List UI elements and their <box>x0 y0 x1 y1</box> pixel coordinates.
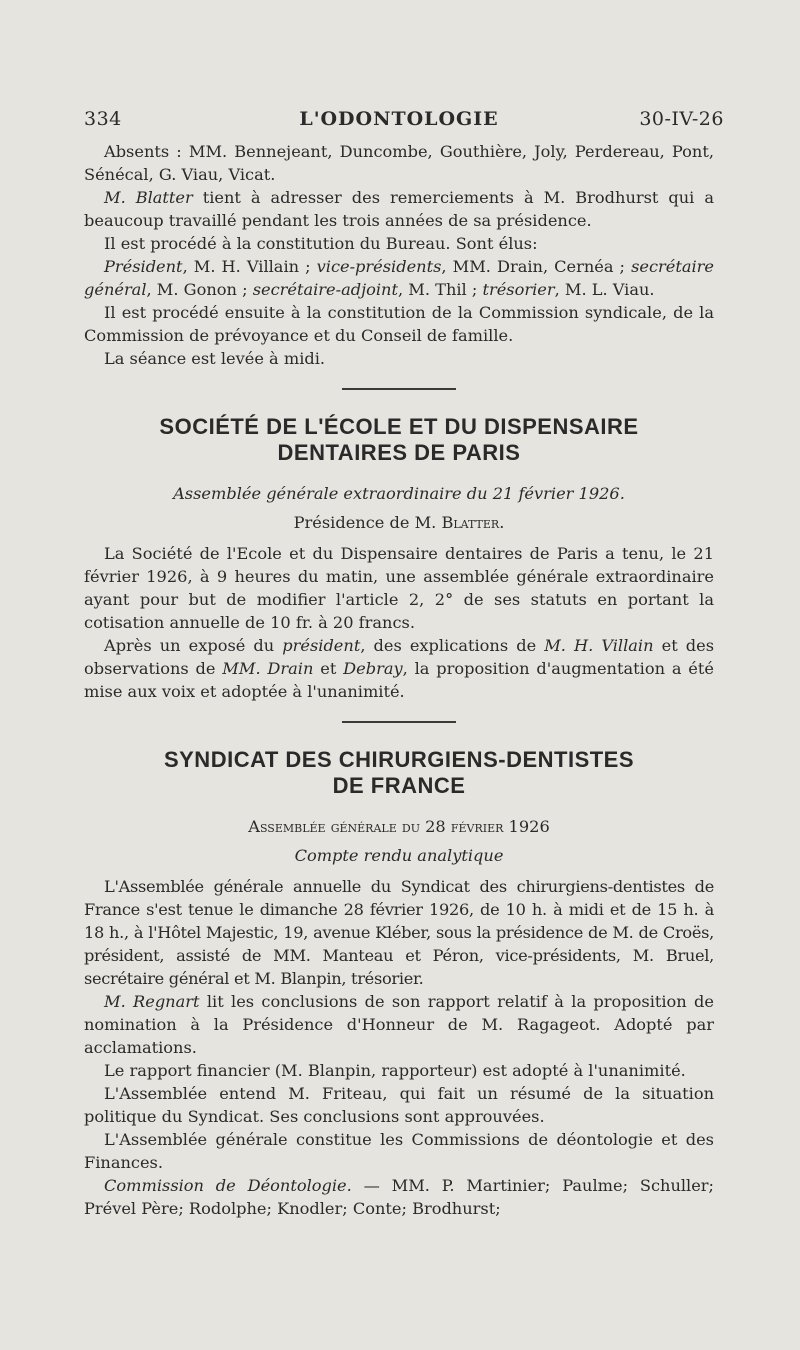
president-name: , M. H. Villain ; <box>182 257 317 276</box>
presidence-name: Blatter <box>441 513 500 532</box>
para2-villain: M. H. Villain <box>544 636 654 655</box>
para2-text-d: et <box>313 659 344 678</box>
section2-title-line2: DE FRANCE <box>332 773 466 798</box>
section2-paragraph5: L'Assemblée générale constitue les Commissions de déontologie et des Finances. <box>84 1130 714 1172</box>
president-label: Président <box>104 257 183 276</box>
para2-drain: MM. Drain <box>222 659 314 678</box>
section1-subtitle <box>84 482 714 505</box>
running-header <box>84 108 724 140</box>
blatter-name: M. Blatter <box>104 188 193 207</box>
page-number: 334 <box>84 108 122 130</box>
vp-names: , MM. Drain, Cernéa ; <box>441 257 632 276</box>
section1-title-line2: DENTAIRES DE PARIS <box>277 440 521 465</box>
sa-label: secrétaire-adjoint <box>252 280 398 299</box>
section2-paragraph1: L'Assemblée générale annuelle du Syndicat des chirurgiens-dentistes de France s'est tenue le dimanche 28 février 1926, de 10 h. à midi et de 15 h. à 18 h., à l'Hôtel Majestic, 19, avenue Kléber, sous la présidence de M. de Croës, président, assisté de MM. Manteau et Péron, vice-présidents, M. Bruel, secrétaire général et M. Blanpin, trésorier. <box>84 877 714 988</box>
section2-paragraph6 <box>84 1174 714 1220</box>
section1-subtitle-text: Assemblée générale extraordinaire du 21 février 1926. <box>173 484 625 503</box>
section1-paragraph2 <box>84 634 714 703</box>
regnart-text: lit les conclusions de son rapport relatif à la proposition de nomination à la Présidence d'Honneur de M. Ragageot. Adopté par acclamations. <box>84 992 714 1057</box>
para2-debray: Debray <box>343 659 403 678</box>
section2-subtitle <box>84 815 714 838</box>
sg-label: secrétaire général <box>84 257 714 299</box>
section2-paragraph4: L'Assemblée entend M. Friteau, qui fait un résumé de la situation politique du Syndicat. Ses conclusions sont approuvées. <box>84 1084 714 1126</box>
closing-paragraph: La séance est levée à midi. <box>104 349 326 368</box>
blatter-text: tient à adresser des remerciements à M. Brodhurst qui a beaucoup travaillé pendant les trois années de sa présidence. <box>84 188 714 230</box>
para2-text-e: , la proposition d'augmentation a été mise aux voix et adoptée à l'unanimité. <box>84 659 714 701</box>
section2-paragraph3: Le rapport financier (M. Blanpin, rapporteur) est adopté à l'unanimité. <box>104 1061 686 1080</box>
para2-text-b: , des explications de <box>360 636 545 655</box>
section-divider <box>342 388 456 390</box>
tr-name: , M. L. Viau. <box>554 280 655 299</box>
blatter-paragraph <box>84 186 714 232</box>
presidence-prefix: Présidence de M. <box>293 513 442 532</box>
commission-paragraph: Il est procédé ensuite à la constitution de la Commission syndicale, de la Commission de prévoyance et du Conseil de famille. <box>84 303 714 345</box>
section1-title-line1: SOCIÉTÉ DE L'ÉCOLE ET DU DISPENSAIRE <box>159 414 639 439</box>
absents-paragraph: Absents : MM. Bennejeant, Duncombe, Gouthière, Joly, Perdereau, Pont, Sénécal, G. Viau, Vicat. <box>84 142 714 184</box>
presidence-suffix: . <box>499 513 505 532</box>
commission-deontologie-label: Commission de Déontologie. <box>104 1176 352 1195</box>
regnart-name: M. Regnart <box>104 992 200 1011</box>
sg-name: , M. Gonon ; <box>146 280 253 299</box>
section-divider <box>342 721 456 723</box>
elected-paragraph <box>84 255 714 301</box>
section2-title-line1: SYNDICAT DES CHIRURGIENS-DENTISTES <box>163 747 635 772</box>
issue-date: 30-IV-26 <box>639 108 724 130</box>
compte-rendu-text: Compte rendu analytique <box>294 846 504 865</box>
tr-label: trésorier <box>482 280 555 299</box>
section1-paragraph1: La Société de l'Ecole et du Dispensaire dentaires de Paris a tenu, le 21 février 1926, à 9 heures du matin, une assemblée générale extraordinaire ayant pour but de modifier l'article 2, 2° de ses statuts en portant la cotisation annuelle de 10 fr. à 20 francs. <box>84 544 714 632</box>
para2-president: président <box>282 636 361 655</box>
para2-text-c: et des observations de <box>84 636 715 678</box>
sa-name: , M. Thil ; <box>397 280 483 299</box>
section1-presidence <box>84 511 714 534</box>
vp-label: vice-présidents <box>316 257 442 276</box>
bureau-paragraph: Il est procédé à la constitution du Bureau. Sont élus: <box>104 234 538 253</box>
section2-subtitle-text: Assemblée générale du 28 février 1926 <box>248 817 550 836</box>
section2-paragraph2 <box>84 990 714 1059</box>
commission-deontologie-members: — MM. P. Martinier; Paulme; Schuller; Prével Père; Rodolphe; Knodler; Conte; Brodhurst; <box>84 1176 714 1218</box>
journal-title: L'ODONTOLOGIE <box>299 108 499 130</box>
section2-compte-rendu <box>84 844 714 867</box>
document-page <box>84 108 724 1220</box>
para2-text-a: Après un exposé du <box>104 636 283 655</box>
